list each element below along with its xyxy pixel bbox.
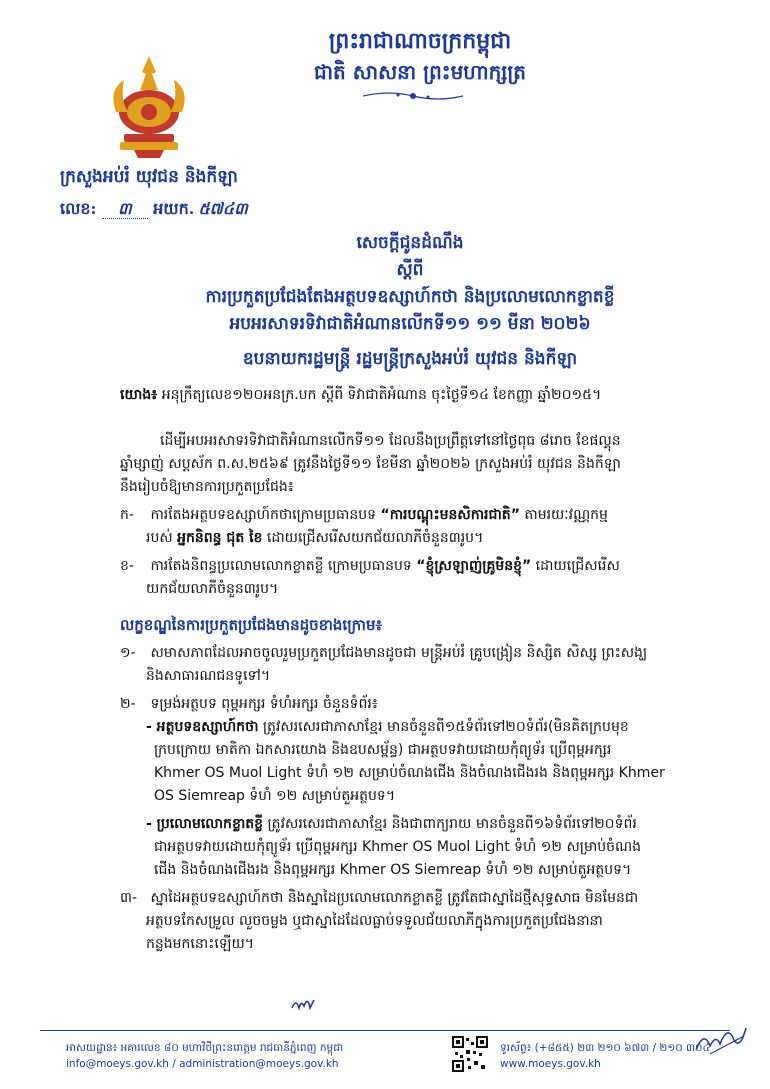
kingdom-title: ព្រះរាជាណាចក្រកម្ពុជា [328,28,512,54]
ministry-emblem-icon [104,50,194,160]
national-motto: ជាតិ សាសនា ព្រះមហាក្សត្រ [314,60,526,84]
condition-1 [120,642,647,665]
qr-code-icon [452,1036,488,1072]
reference-number [60,198,252,222]
condition-1-cont: និងសាធារណជនទូទៅ។ [146,668,271,684]
footer-contact [66,1040,343,1072]
about-label: ស្ដីពី [396,260,424,280]
topic-title: “ការបណ្ដុះមនសិការជាតិ” [380,507,520,523]
announcement-title: សេចក្ដីជូនដំណឹង [356,233,464,253]
reference-line [120,384,601,407]
list-marker: ខ- [120,558,134,574]
condition-text: ត្រូវសរសេរជាភាសាខ្មែរ និងជាពាក្យរាយ មានចំនួនពី១៦ទំព័រទៅ២០ទំព័រ [267,816,637,832]
topic-title: “ខ្ញុំស្រឡាញ់គ្រូមិនខ្ញុំ” [416,558,532,574]
reference-text: អនុក្រឹត្យលេខ១២០អនក្រ.បក ស្ដីពី ទិវាជាតិអំណាន ចុះថ្ងៃទី១៤ ខែកញ្ញា ឆ្នាំ២០១៥។ [161,387,602,403]
condition-2a-line-3: Khmer OS Muol Light ទំហំ ១២ សម្រាប់ចំណងជើង និងចំណងជើងរង និងពុម្ពអក្សរ Khmer [154,765,665,781]
ref-label: លេខ: [60,199,97,218]
list-item-text: តាមរយៈវណ្ណកម្ម [524,507,608,523]
condition-2b [146,813,637,836]
list-item-text: ដោយជ្រើសរើសយកជ័យលាភីចំនួន៣រូប។ [266,530,484,546]
list-item-kha-cont: យកជ័យលាភីចំនួន៣រូប។ [146,581,279,597]
handwritten-initial-icon [290,994,318,1014]
condition-2a [146,716,629,739]
ministry-name: ក្រសួងអប់រំ យុវជន និងកីឡា [60,167,238,187]
intro-line-1: ដើម្បីអបអរសាទរទិវាជាតិអំណានលើកទី១១ ដែលនឹងប្រព្រឹត្តទៅនៅថ្ងៃពុធ ៨រោច ខែផល្គុន [160,433,621,449]
list-item-text: ការតែងនិពន្ធប្រលោមលោកខ្លាតខ្លី ក្រោមប្រធានបទ [150,558,412,574]
list-item-text: ដោយជ្រើសរើស [535,558,620,574]
ref-suffix: អយក. [153,199,195,218]
list-item-ka-cont [146,527,483,550]
intro-line-2: ឆ្នាំម្សាញ់ សប្តស័ក ព.ស.២៥៦៩ ត្រូវនឹងថ្ងៃទី១១ ខែមីនា ឆ្នាំ២០២៦ ក្រសួងអប់រំ យុវជន និងកីឡា [120,456,621,472]
conditions-heading: លក្ខខណ្ឌនៃការប្រកួតប្រជែងមានដូចខាងក្រោម៖ [120,616,383,634]
subject-line-1: ការប្រកួតប្រជែងតែងអត្ថបទឧស្សាហ៍កថា និងប្រលោមលោកខ្លាតខ្លី [205,287,615,307]
condition-text: ទម្រង់អត្ថបទ ពុម្ពអក្សរ ទំហំអក្សរ ចំនួនទំព័រ៖ [150,696,378,712]
signature-scribble-icon [690,1020,750,1060]
condition-text: ត្រូវសរសេរជាភាសាខ្មែរ មានចំនួនពី១៥ទំព័រទៅ២០ទំព័រ(មិនគិតក្របមុខ [262,719,629,735]
condition-text: ស្នាដៃអត្ថបទឧស្សាហ៍កថា និងស្នាដៃប្រលោមលោកខ្លាតខ្លី ត្រូវតែជាស្នាដៃថ្មីសុទ្ធសាធ មិនមែនជា [150,890,639,906]
condition-2a-line-4: OS Siemreap ទំហំ ១២ សម្រាប់តួអត្ថបទ។ [154,788,396,804]
condition-3 [120,887,638,910]
condition-3-line-3: កន្លងមកនោះឡើយ។ [146,936,255,952]
ref-number: ៣ [102,199,148,219]
list-marker: ២- [120,696,136,712]
document-titles [130,230,690,373]
list-item-kha [120,555,620,578]
condition-2 [120,693,378,716]
list-marker: ១- [120,645,136,661]
list-item-text: របស់ [146,530,173,546]
reference-label: យោង៖ [120,387,158,403]
list-marker: ៣- [120,890,138,906]
sub-item-title: - អត្ថបទឧស្សាហ៍កថា [146,719,259,735]
official-title: ឧបនាយករដ្ឋមន្ត្រី រដ្ឋមន្ត្រីក្រសួងអប់រំ យុវជន និងកីឡា [242,349,578,369]
condition-3-line-2: អត្ថបទកែសម្រួល លួចចម្លង ឬជាស្នាដៃដែលធ្លាប់ទទួលជ័យលាភីក្នុងការប្រកួតប្រជែងនានា [146,913,603,929]
condition-2b-line-2: ជាអត្ថបទវាយដោយកុំព្យូទ័រ ប្រើពុម្ពអក្សរ Khmer OS Muol Light ទំហំ ១២ សម្រាប់ចំណង [154,839,642,855]
footer-phone: ទូរស័ព្ទ៖ (+៨៥៥) ២៣ ២១០ ៦៧៣ / ២១០ ៣០៤ [500,1042,710,1054]
condition-2b-line-3: ជើង និងចំណងជើងរង និងពុម្ពអក្សរ Khmer OS Siemreap ទំហំ ១២ សម្រាប់តួអត្ថបទ។ [154,862,632,878]
condition-2a-line-2: ក្របក្រោយ មាតិកា ឯកសារយោង និងឧបសម្ព័ន្ធ) ជាអត្ថបទវាយដោយកុំព្យូទ័រ ប្រើពុម្ពអក្សរ [154,742,612,758]
list-item-ka [120,504,608,527]
list-item-text: ការតែងអត្ថបទឧស្សាហ៍កថាក្រោមប្រធានបទ [150,507,377,523]
author-name: អ្នកនិពន្ធ ជុត ខៃ [177,530,263,546]
condition-text: សមាសភាពដែលអាចចូលរួមប្រកួតប្រជែងមានដូចជា មន្ត្រីអប់រំ គ្រូបង្រៀន និស្សិត សិស្ស ព្រះសង្ឃ [150,645,648,661]
ref-code: ៥៧៤៣ [198,199,248,218]
footer-website[interactable]: www.moeys.gov.kh [500,1058,601,1070]
decorative-divider-icon [358,88,468,104]
intro-line-3: នឹងរៀបចំឱ្យមានការប្រកួតប្រជែង៖ [120,479,294,495]
footer-phone-web [500,1040,710,1072]
footer-emails: info@moeys.gov.kh / administration@moeys.gov.kh [66,1058,339,1070]
sub-item-title: - ប្រលោមលោកខ្លាតខ្លី [146,816,264,832]
list-marker: ក- [120,507,134,523]
footer-divider [40,1030,730,1031]
subject-line-2: អបអរសាទរទិវាជាតិអំណានលើកទី១១ ១១ មីនា ២០២៦ [229,314,591,334]
footer-address: អាសយដ្ឋាន៖ អគារលេខ ៨០ មហាវិថីព្រះនរោត្តម រាជធានីភ្នំពេញ កម្ពុជា [66,1042,344,1054]
